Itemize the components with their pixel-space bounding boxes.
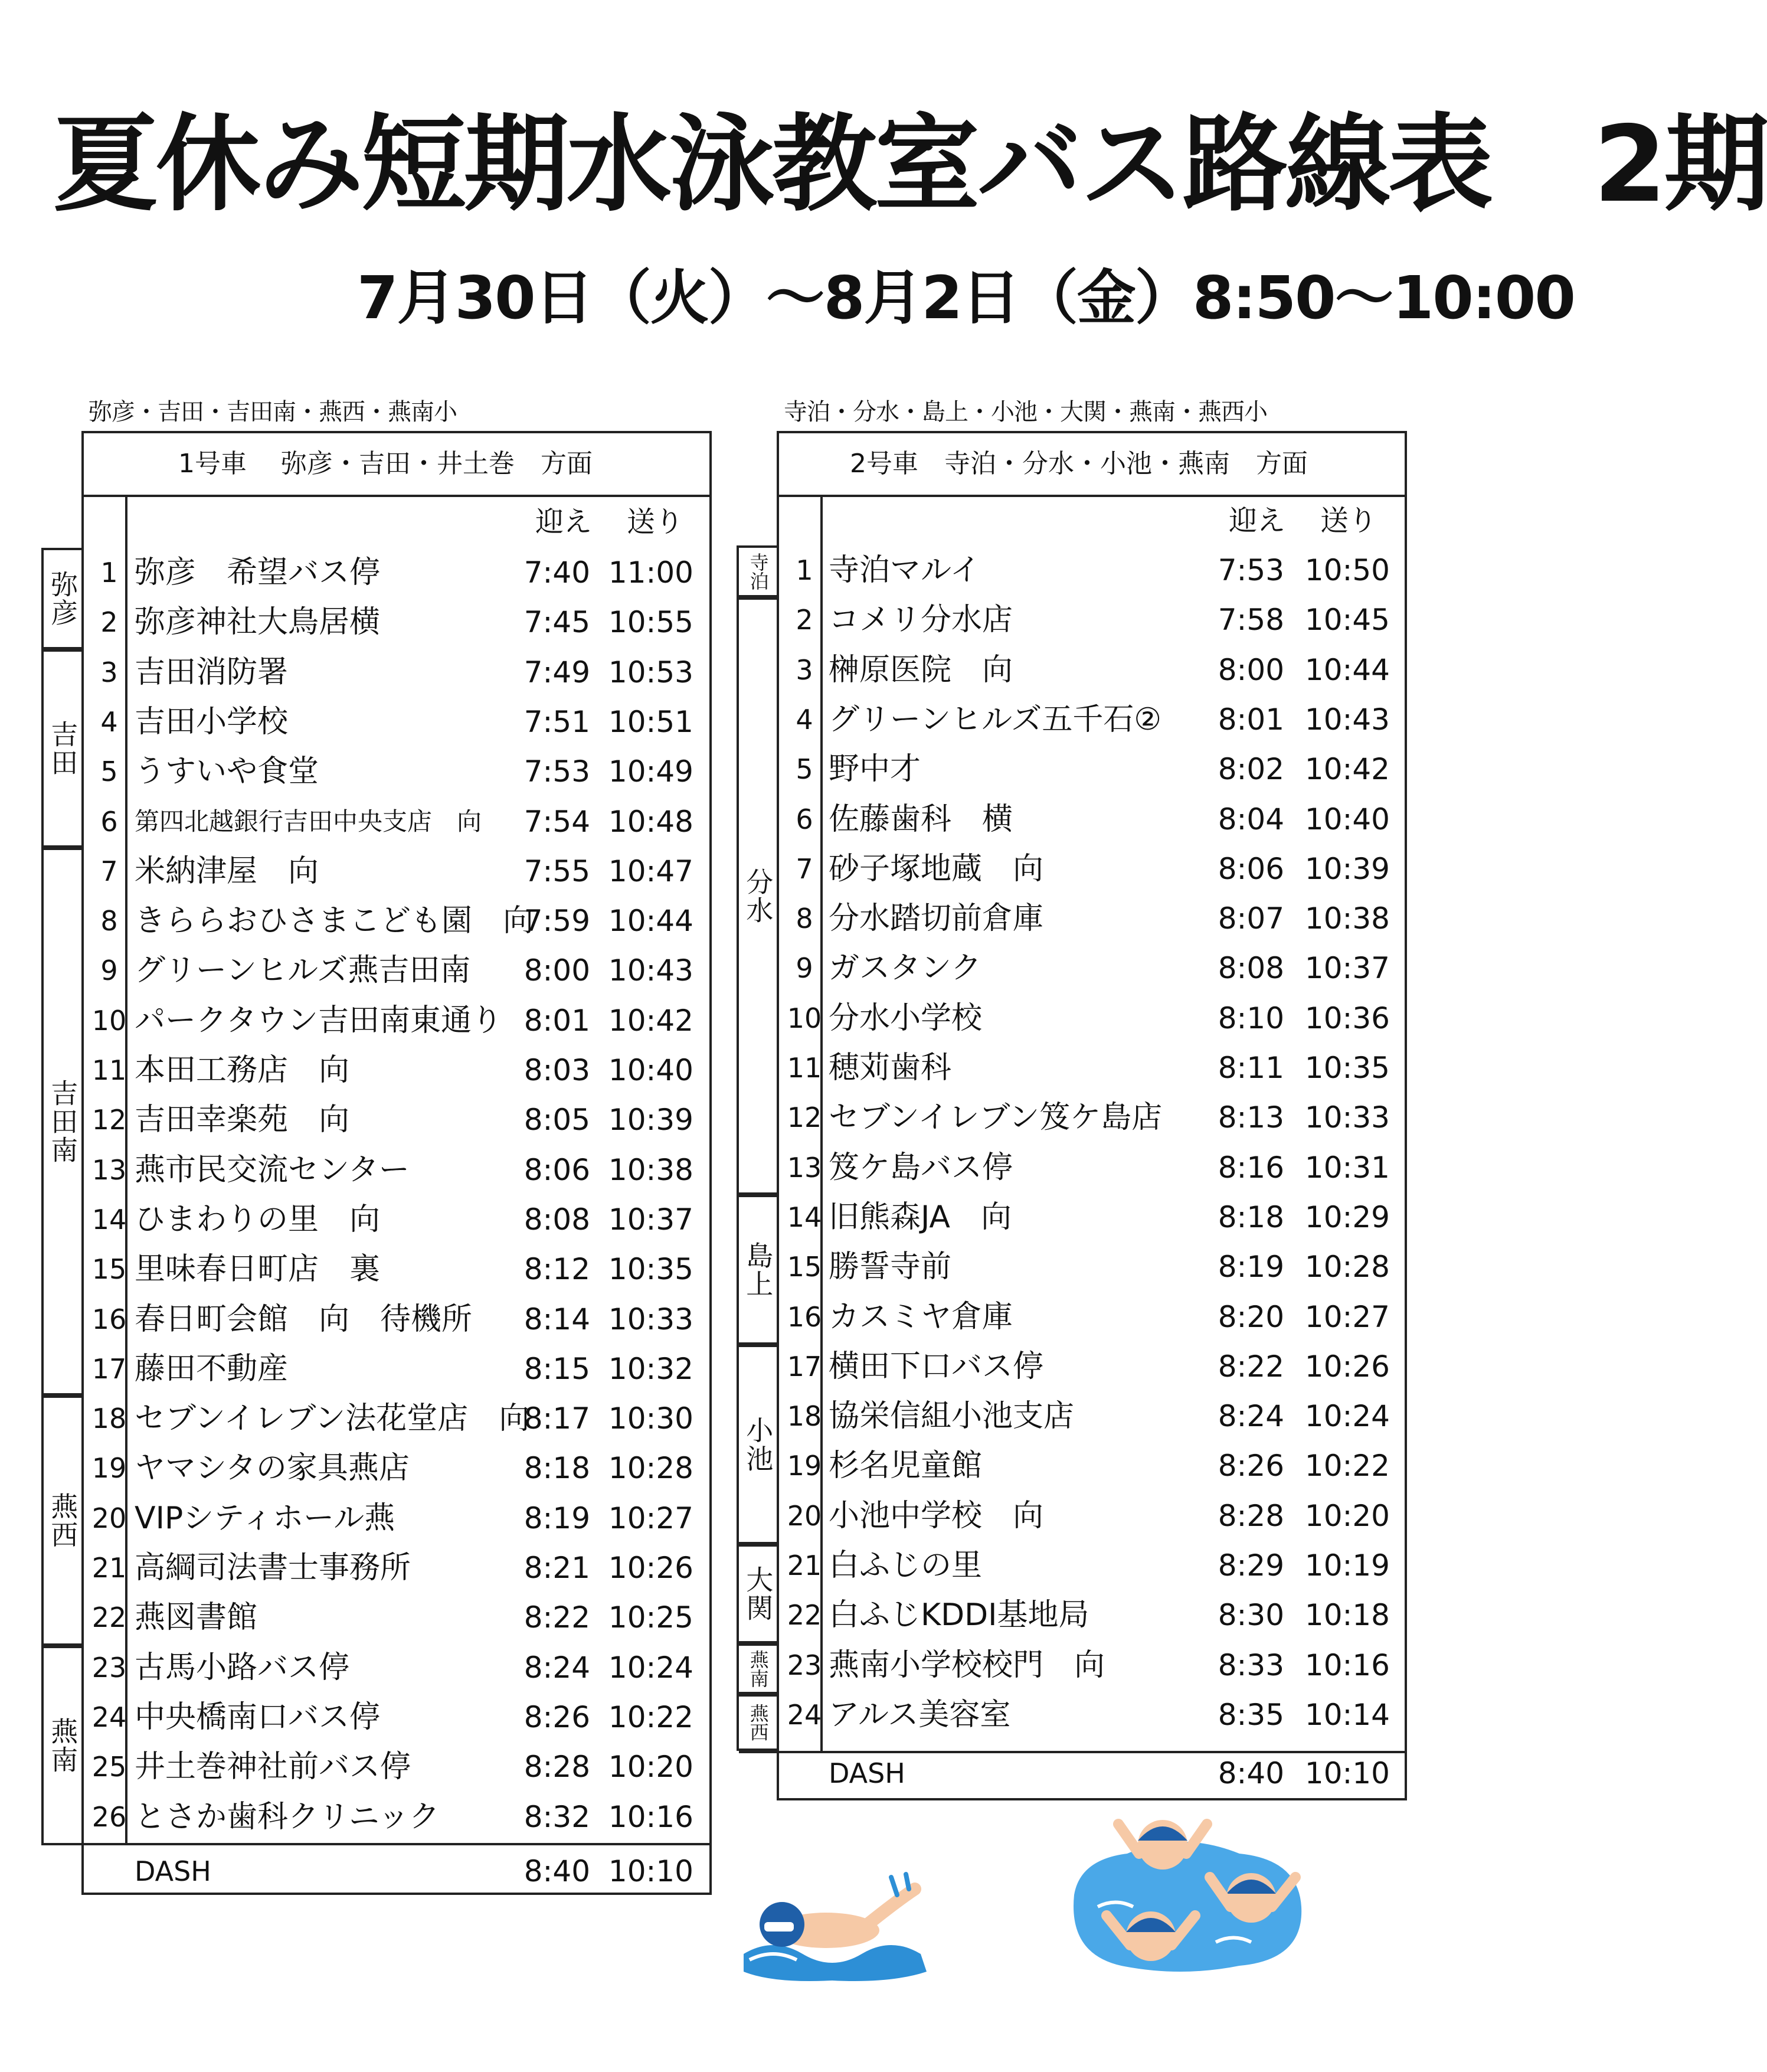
dropoff-time: 10:28 xyxy=(608,1451,693,1486)
area-group-label xyxy=(737,1345,779,1544)
stop-number: 13 xyxy=(787,1151,822,1184)
dropoff-time: 10:32 xyxy=(608,1351,693,1386)
dropoff-time: 10:16 xyxy=(1304,1648,1390,1682)
dropoff-time: 10:42 xyxy=(608,1003,693,1038)
stop-name: パークタウン吉田南東通り xyxy=(135,1002,502,1038)
dropoff-time: 10:33 xyxy=(608,1302,693,1336)
dropoff-time: 10:35 xyxy=(1304,1051,1390,1085)
dash-stop-name: DASH xyxy=(135,1855,211,1887)
pickup-time: 8:29 xyxy=(1218,1548,1284,1583)
stop-name: 協栄信組小池支店 xyxy=(829,1398,1075,1434)
pickup-time: 8:10 xyxy=(1218,1001,1284,1035)
stop-name: 笈ケ島バス停 xyxy=(829,1149,1013,1185)
pickup-time: 8:04 xyxy=(1218,802,1284,836)
swimmer-illustration xyxy=(738,1865,932,1983)
stop-number: 25 xyxy=(91,1751,127,1783)
stop-number: 6 xyxy=(796,803,813,835)
dropoff-time: 10:16 xyxy=(608,1799,693,1834)
stop-number: 12 xyxy=(787,1102,822,1134)
stop-number: 15 xyxy=(91,1253,127,1286)
stop-name: 古馬小路バス停 xyxy=(135,1649,350,1685)
stop-name: ヤマシタの家具燕店 xyxy=(135,1450,410,1486)
pickup-time: 7:53 xyxy=(1218,553,1284,587)
dropoff-time: 10:44 xyxy=(1304,652,1390,687)
dash-pickup-time: 8:40 xyxy=(523,1854,590,1888)
dropoff-time: 10:24 xyxy=(1304,1399,1390,1434)
stop-number: 11 xyxy=(787,1052,822,1084)
stop-number: 8 xyxy=(100,905,118,937)
stop-name: 佐藤歯科 横 xyxy=(829,801,1013,837)
pickup-time: 8:00 xyxy=(523,953,590,988)
dropoff-time: 10:55 xyxy=(608,605,693,640)
stop-name: グリーンヒルズ五千石② xyxy=(829,701,1162,737)
pickup-time: 8:35 xyxy=(1218,1697,1284,1732)
pickup-time: 8:08 xyxy=(523,1202,590,1237)
pickup-time: 8:22 xyxy=(523,1600,590,1635)
stop-name: 白ふじKDDI基地局 xyxy=(829,1597,1089,1633)
stop-number: 20 xyxy=(91,1502,127,1534)
dropoff-time: 10:27 xyxy=(1304,1299,1390,1334)
dropoff-time: 10:18 xyxy=(1304,1598,1390,1633)
route1-caption: 弥彦・吉田・吉田南・燕西・燕南小 xyxy=(89,398,457,426)
route2-caption: 寺泊・分水・島上・小池・大関・燕南・燕西小 xyxy=(784,398,1267,426)
pickup-time: 8:17 xyxy=(523,1401,590,1436)
pickup-time: 7:59 xyxy=(523,904,590,939)
route1-header-box xyxy=(81,431,712,497)
stop-number: 7 xyxy=(796,852,813,885)
pickup-time: 8:19 xyxy=(1218,1250,1284,1285)
area-group-text: 大関 xyxy=(742,1566,774,1622)
pickup-time: 8:05 xyxy=(523,1103,590,1138)
dropoff-time: 10:25 xyxy=(608,1600,693,1635)
dropoff-time: 10:40 xyxy=(1304,802,1390,836)
area-group-label xyxy=(41,1646,84,1845)
pickup-time: 8:24 xyxy=(523,1650,590,1685)
pickup-time: 8:28 xyxy=(523,1750,590,1785)
stop-name: 小池中学校 向 xyxy=(829,1498,1044,1534)
pickup-time: 8:33 xyxy=(1218,1648,1284,1682)
stop-number: 2 xyxy=(100,606,118,639)
stop-number: 24 xyxy=(91,1701,127,1733)
pickup-time: 8:18 xyxy=(523,1451,590,1486)
pickup-time: 8:26 xyxy=(523,1700,590,1734)
pickup-time: 8:22 xyxy=(1218,1349,1284,1384)
stop-name: カスミヤ倉庫 xyxy=(829,1299,1013,1335)
dropoff-time: 10:44 xyxy=(608,904,693,939)
pickup-time: 7:54 xyxy=(523,804,590,839)
pickup-time: 8:01 xyxy=(1218,702,1284,737)
dropoff-time: 10:49 xyxy=(608,754,693,789)
pickup-time: 8:12 xyxy=(523,1252,590,1287)
dropoff-time: 10:45 xyxy=(1304,603,1390,638)
area-group-text: 燕西 xyxy=(747,1704,770,1741)
stop-number: 1 xyxy=(100,557,118,589)
stop-number: 22 xyxy=(91,1602,127,1634)
stop-number: 18 xyxy=(787,1400,822,1433)
route1-header: 1号車 弥彦・吉田・井土巻 方面 xyxy=(178,449,593,479)
stop-name: 里味春日町店 裏 xyxy=(135,1251,381,1287)
route2-col-pickup: 迎え xyxy=(1228,504,1285,537)
pickup-time: 8:08 xyxy=(1218,951,1284,986)
area-group-label xyxy=(737,545,779,597)
dropoff-time: 10:30 xyxy=(608,1401,693,1436)
dash-pickup-time: 8:40 xyxy=(1218,1756,1284,1790)
pickup-time: 8:20 xyxy=(1218,1299,1284,1334)
pickup-time: 8:30 xyxy=(1218,1598,1284,1633)
dropoff-time: 10:36 xyxy=(1304,1001,1390,1035)
page-title: 夏休み短期水泳教室バス路線表 2期 xyxy=(53,103,1767,225)
area-group-text: 燕南 xyxy=(747,1650,770,1688)
stop-name: グリーンヒルズ燕吉田南 xyxy=(135,953,471,989)
pickup-time: 8:06 xyxy=(1218,851,1284,886)
stop-number: 19 xyxy=(91,1452,127,1485)
stop-number: 16 xyxy=(91,1303,127,1335)
stop-number: 9 xyxy=(796,952,813,985)
stop-name: 高綱司法書士事務所 xyxy=(135,1550,411,1586)
stop-number: 20 xyxy=(787,1499,822,1532)
dropoff-time: 10:33 xyxy=(1304,1100,1390,1135)
pickup-time: 8:16 xyxy=(1218,1150,1284,1185)
stop-name: 分水小学校 xyxy=(829,1000,983,1036)
route2-col-dropoff: 送り xyxy=(1320,504,1377,537)
dropoff-time: 10:43 xyxy=(1304,702,1390,737)
area-group-label xyxy=(737,1694,779,1751)
dropoff-time: 10:28 xyxy=(1304,1250,1390,1285)
area-group-label xyxy=(41,1396,84,1646)
stop-name: 燕南小学校校門 向 xyxy=(829,1647,1105,1683)
area-group-text: 島上 xyxy=(742,1241,774,1298)
stop-number: 17 xyxy=(91,1352,127,1385)
pickup-time: 7:49 xyxy=(523,655,590,689)
stop-name: 米納津屋 向 xyxy=(135,853,319,889)
stop-name: 藤田不動産 xyxy=(135,1351,289,1387)
dropoff-time: 10:37 xyxy=(608,1202,693,1237)
pickup-time: 7:51 xyxy=(523,704,590,739)
area-group-label xyxy=(737,1195,779,1345)
stop-number: 7 xyxy=(100,855,118,887)
dropoff-time: 10:38 xyxy=(1304,901,1390,936)
pickup-time: 7:55 xyxy=(523,854,590,888)
route2-header: 2号車 寺泊・分水・小池・燕南 方面 xyxy=(850,449,1308,479)
stop-name: 勝誓寺前 xyxy=(829,1249,952,1285)
dropoff-time: 10:31 xyxy=(1304,1150,1390,1185)
stop-number: 9 xyxy=(100,955,118,987)
stop-name: 吉田幸楽苑 向 xyxy=(135,1102,350,1138)
pickup-time: 7:53 xyxy=(523,754,590,789)
stop-name: 榊原医院 向 xyxy=(829,652,1013,688)
dropoff-time: 10:38 xyxy=(608,1152,693,1187)
pickup-time: 7:40 xyxy=(523,555,590,590)
dropoff-time: 10:37 xyxy=(1304,951,1390,986)
dropoff-time: 10:35 xyxy=(608,1252,693,1287)
area-group-text: 分水 xyxy=(742,868,774,924)
stop-name: うすいや食堂 xyxy=(135,754,319,790)
stop-name: 分水踏切前倉庫 xyxy=(829,901,1044,937)
stop-name: 中央橋南口バス停 xyxy=(135,1699,381,1735)
stop-name: ひまわりの里 向 xyxy=(135,1201,381,1237)
stop-number: 14 xyxy=(91,1203,127,1236)
stop-name: 第四北越銀行吉田中央支店 向 xyxy=(135,806,482,836)
stop-number: 4 xyxy=(100,705,118,738)
dropoff-time: 10:50 xyxy=(1304,553,1390,587)
stop-name: 野中才 xyxy=(829,751,921,787)
stop-number: 21 xyxy=(787,1550,822,1581)
dropoff-time: 10:53 xyxy=(608,655,693,689)
stop-number: 16 xyxy=(787,1300,822,1333)
stop-number: 12 xyxy=(91,1104,127,1136)
dropoff-time: 10:26 xyxy=(608,1551,693,1585)
area-group-label xyxy=(737,597,779,1195)
pickup-time: 8:19 xyxy=(523,1501,590,1535)
stop-number: 21 xyxy=(91,1552,127,1584)
pickup-time: 8:03 xyxy=(523,1053,590,1087)
pickup-time: 8:26 xyxy=(1218,1449,1284,1483)
area-group-text: 小池 xyxy=(742,1416,774,1473)
stop-name: 春日町会館 向 待機所 xyxy=(135,1301,473,1337)
stop-number: 6 xyxy=(100,805,118,838)
dropoff-time: 10:20 xyxy=(608,1750,693,1785)
stop-name: 燕市民交流センター xyxy=(135,1152,410,1188)
swimming-kids-illustration xyxy=(1062,1789,1310,1978)
stop-name: 弥彦 希望バス停 xyxy=(135,555,381,590)
stop-number: 23 xyxy=(787,1649,822,1681)
stop-name: 寺泊マルイ xyxy=(829,553,981,588)
stop-name: セブンイレブン笈ケ島店 xyxy=(829,1100,1163,1136)
dropoff-time: 10:43 xyxy=(608,953,693,988)
pickup-time: 8:14 xyxy=(523,1302,590,1336)
stop-name: 井土巻神社前バス停 xyxy=(135,1749,411,1785)
stop-number: 14 xyxy=(787,1201,822,1233)
pickup-time: 8:00 xyxy=(1218,652,1284,687)
area-group-text: 吉田 xyxy=(47,720,79,777)
dropoff-time: 10:39 xyxy=(1304,851,1390,886)
stop-number: 5 xyxy=(796,753,813,786)
stop-name: アルス美容室 xyxy=(829,1697,1011,1733)
dropoff-time: 10:42 xyxy=(1304,752,1390,787)
stop-name: 旧熊森JA 向 xyxy=(829,1199,1012,1235)
area-group-label xyxy=(737,1544,779,1643)
stop-number: 3 xyxy=(796,653,813,686)
dropoff-time: 10:47 xyxy=(608,854,693,888)
route2-header-box xyxy=(777,431,1407,497)
stop-number: 11 xyxy=(91,1054,127,1086)
route1-dash-divider xyxy=(41,1843,712,1845)
stop-number: 17 xyxy=(787,1350,822,1383)
pickup-time: 8:28 xyxy=(1218,1498,1284,1533)
stop-number: 10 xyxy=(91,1004,127,1037)
pickup-time: 8:13 xyxy=(1218,1100,1284,1135)
stop-number: 22 xyxy=(787,1599,822,1632)
stop-name: 白ふじの里 xyxy=(829,1548,983,1583)
stop-number: 5 xyxy=(100,756,118,788)
stop-name: 本田工務店 向 xyxy=(135,1053,350,1088)
dropoff-time: 10:22 xyxy=(1304,1449,1390,1483)
stop-number: 8 xyxy=(796,903,813,935)
stop-name: きららおひさまこども園 向 xyxy=(135,903,534,939)
pickup-time: 8:15 xyxy=(523,1351,590,1386)
stop-name: セブンイレブン法花堂店 向 xyxy=(135,1401,530,1437)
pickup-time: 8:24 xyxy=(1218,1399,1284,1434)
stop-name: 燕図書館 xyxy=(135,1600,258,1636)
pickup-time: 8:01 xyxy=(523,1003,590,1038)
pickup-time: 8:06 xyxy=(523,1152,590,1187)
stop-name: 穂苅歯科 xyxy=(829,1050,952,1086)
stop-number: 26 xyxy=(91,1800,127,1833)
dash-stop-name: DASH xyxy=(829,1757,905,1789)
dropoff-time: 10:40 xyxy=(608,1053,693,1087)
dropoff-time: 10:51 xyxy=(608,704,693,739)
dropoff-time: 10:27 xyxy=(608,1501,693,1535)
stop-name: 砂子塚地蔵 向 xyxy=(829,851,1044,887)
route1-col-dropoff: 送り xyxy=(626,505,683,538)
stop-name: 吉田消防署 xyxy=(135,654,289,690)
stop-number: 23 xyxy=(91,1651,127,1684)
dropoff-time: 10:24 xyxy=(608,1650,693,1685)
stop-name: コメリ分水店 xyxy=(829,602,1013,638)
stop-number: 4 xyxy=(796,703,813,736)
area-group-label xyxy=(41,548,84,649)
dash-dropoff-time: 10:10 xyxy=(608,1854,693,1888)
stop-name: 横田下口バス停 xyxy=(829,1348,1044,1384)
pickup-time: 8:11 xyxy=(1218,1051,1284,1085)
route1-col-pickup: 迎え xyxy=(535,505,592,538)
dropoff-time: 10:29 xyxy=(1304,1200,1390,1234)
stop-number: 15 xyxy=(787,1251,822,1283)
pickup-time: 8:21 xyxy=(523,1551,590,1585)
dropoff-time: 10:20 xyxy=(1304,1498,1390,1533)
date-time-line: 7月30日（火）～8月2日（金）8:50～10:00 xyxy=(357,263,1575,332)
pickup-time: 7:45 xyxy=(523,605,590,640)
area-group-text: 弥彦 xyxy=(47,570,79,627)
stop-number: 1 xyxy=(796,554,813,586)
dropoff-time: 10:22 xyxy=(608,1700,693,1734)
stop-number: 13 xyxy=(91,1153,127,1186)
area-group-text: 吉田南 xyxy=(47,1079,79,1164)
stop-name: 杉名児童館 xyxy=(829,1448,983,1484)
pickup-time: 8:02 xyxy=(1218,752,1284,787)
dropoff-time: 11:00 xyxy=(608,555,693,590)
dropoff-time: 10:39 xyxy=(608,1103,693,1138)
stop-number: 2 xyxy=(796,604,813,636)
area-group-label xyxy=(41,848,84,1396)
stop-number: 19 xyxy=(787,1450,822,1482)
dropoff-time: 10:19 xyxy=(1304,1548,1390,1583)
area-group-text: 寺泊 xyxy=(747,553,770,590)
stop-number: 10 xyxy=(787,1002,822,1034)
stop-name: 吉田小学校 xyxy=(135,704,289,740)
dropoff-time: 10:26 xyxy=(1304,1349,1390,1384)
dash-dropoff-time: 10:10 xyxy=(1304,1756,1390,1790)
stop-number: 18 xyxy=(91,1403,127,1435)
pickup-time: 8:32 xyxy=(523,1799,590,1834)
pickup-time: 8:18 xyxy=(1218,1200,1284,1234)
dropoff-time: 10:14 xyxy=(1304,1697,1390,1732)
area-group-label xyxy=(41,649,84,848)
area-group-text: 燕西 xyxy=(47,1492,79,1549)
area-group-label xyxy=(737,1643,779,1694)
area-group-text: 燕南 xyxy=(47,1717,79,1774)
pickup-time: 8:07 xyxy=(1218,901,1284,936)
stop-name: 弥彦神社大鳥居横 xyxy=(135,604,381,640)
stop-number: 3 xyxy=(100,656,118,688)
stop-name: VIPシティホール燕 xyxy=(135,1500,395,1536)
stop-number: 24 xyxy=(787,1698,822,1731)
stop-name: ガスタンク xyxy=(829,950,981,986)
dropoff-time: 10:48 xyxy=(608,804,693,839)
stop-name: とさか歯科クリニック xyxy=(135,1799,440,1835)
pickup-time: 7:58 xyxy=(1218,603,1284,638)
